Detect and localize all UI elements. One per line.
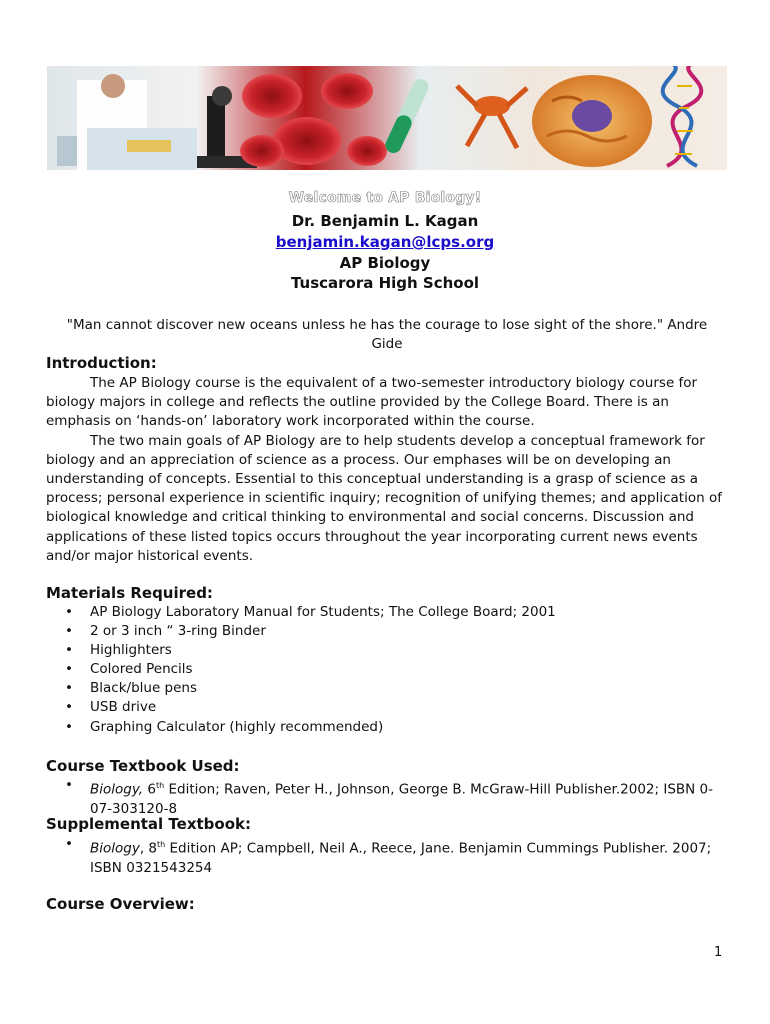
bullet-icon: • [65,718,73,735]
header-banner-image [47,66,727,170]
school-name: Tuscarora High School [290,274,480,292]
list-item: • Colored Pencils [46,660,726,679]
supplemental-heading: Supplemental Textbook: [46,815,251,833]
materials-heading: Materials Required: [46,584,213,602]
course-overview-heading: Course Overview: [46,895,195,913]
bullet-icon: • [65,604,73,620]
introduction-heading: Introduction: [46,354,157,372]
bullet-icon: • [65,661,73,678]
bullet-icon: • [65,623,73,640]
list-item: • Biology, 6th Edition; Raven, Peter H., Johnson, George B. McGraw-Hill Publisher.2002; ISBN 0-07-303120-8 [65,777,714,817]
list-item: • 2 or 3 inch “ 3-ring Binder [46,622,726,641]
list-item: • Biology, 8th Edition AP; Campbell, Neil A., Reece, Jane. Benjamin Cummings Publisher. 2007; ISBN 0321543254 [65,836,712,876]
bullet-icon: • [65,777,73,793]
introduction-body [46,374,726,566]
textbook-list [46,776,726,819]
introduction-paragraph: The AP Biology course is the equivalent of a two-semester introductory biology course for biology majors in college and reflects the outline provided by the College Board. There is an emphasis on ‘hands-on’ laboratory work incorporated within the course. [46,375,698,430]
course-name: AP Biology [339,254,431,272]
quote: "Man cannot discover new oceans unless he has the courage to lose sight of the shore." Andre Gide [66,317,708,352]
list-item: • Highlighters [46,641,726,660]
list-item: • AP Biology Laboratory Manual for Students; The College Board; 2001 [46,603,726,622]
bullet-icon: • [65,642,73,659]
bullet-icon: • [65,836,73,852]
biology-collage-illustration [47,66,727,170]
page-number: 1 [714,945,723,960]
bullet-icon: • [65,680,73,697]
introduction-paragraph: The two main goals of AP Biology are to help students develop a conceptual framework for biology and an appreciation of science as a process. Our emphases will be on developing an understanding of concepts. Essential to this conceptual understanding is a grasp of science as a process; personal experience in scientific inquiry; recognition of unifying themes; and application of biological knowledge and critical thinking to environmental and social concerns. Discussion and applications of these listed topics occurs throughout the year incorporating current news events and/or major historical events. [46,432,722,564]
bullet-icon: • [65,699,73,716]
supplemental-list [46,835,726,878]
welcome-title: Welcome to AP Biology! [288,190,482,206]
textbook-heading: Course Textbook Used: [46,757,240,775]
list-item: • Black/blue pens [46,679,726,698]
list-item: • USB drive [46,698,726,717]
list-item: • Graphing Calculator (highly recommended) [46,718,726,737]
teacher-name: Dr. Benjamin L. Kagan [291,212,479,230]
materials-list [46,603,726,737]
teacher-email-link[interactable]: benjamin.kagan@lcps.org [275,233,495,251]
